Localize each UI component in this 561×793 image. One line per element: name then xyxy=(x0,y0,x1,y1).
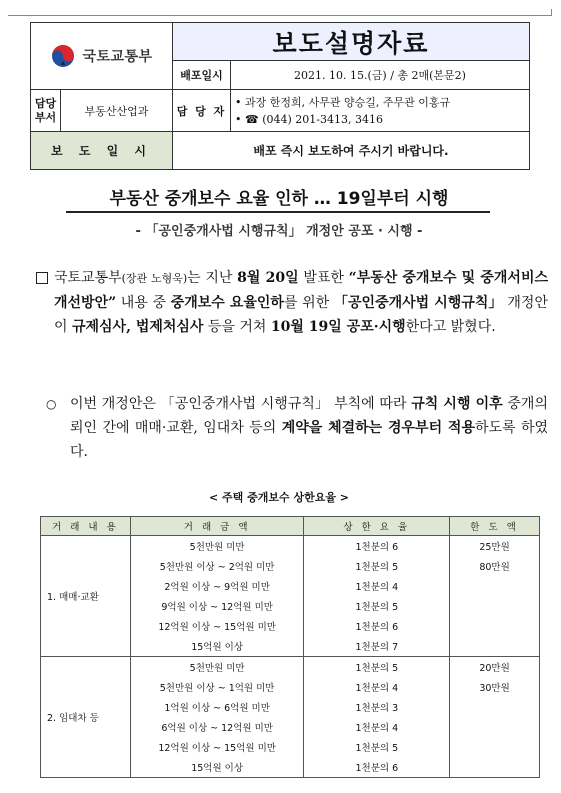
dept-label xyxy=(31,90,61,132)
col-header: 거 래 금 액 xyxy=(130,517,304,536)
limit-cell: 25만원 xyxy=(450,536,540,557)
limit-cell xyxy=(450,636,540,657)
ministry-logo xyxy=(31,23,173,90)
rate-cell: 1천분의 5 xyxy=(304,737,450,757)
p1-seg: 중개보수 요율인하 xyxy=(170,295,284,311)
date-label: 배포일시 xyxy=(173,61,231,90)
amount-cell: 9억원 이상 ~ 12억원 미만 xyxy=(130,596,304,616)
fee-rate-table xyxy=(40,516,540,778)
limit-cell xyxy=(450,717,540,737)
paragraph-1 xyxy=(36,266,548,339)
table-header-row xyxy=(41,517,540,536)
phone-icon: • ☎ xyxy=(235,113,263,126)
limit-cell: 20만원 xyxy=(450,657,540,678)
circle-bullet-icon: ○ xyxy=(46,397,57,411)
rate-cell: 1천분의 6 xyxy=(304,757,450,778)
p1-seg: 한다고 밝혔다. xyxy=(405,319,496,335)
rate-cell: 1천분의 5 xyxy=(304,556,450,576)
amount-cell: 2억원 이상 ~ 9억원 미만 xyxy=(130,576,304,596)
manager-value xyxy=(231,90,529,132)
rate-cell: 1천분의 4 xyxy=(304,717,450,737)
p1-seg: 「공인중개사법 시행규칙」 xyxy=(333,295,503,311)
group-name-cell: 1. 매매·교환 xyxy=(41,536,131,657)
amount-cell: 5천만원 이상 ~ 1억원 미만 xyxy=(130,677,304,697)
phone-number: (044) 201-3413, 3416 xyxy=(262,113,383,126)
rate-cell: 1천분의 5 xyxy=(304,657,450,678)
release-value: 배포 즉시 보도하여 주시기 바랍니다. xyxy=(253,144,449,158)
amount-cell: 15억원 이상 xyxy=(130,636,304,657)
limit-cell xyxy=(450,576,540,596)
p2-seg: 계약을 체결하는 경우부터 적용 xyxy=(281,420,475,436)
headline: 부동산 중개보수 요율 인하 … 19일부터 시행 xyxy=(109,189,449,209)
amount-cell: 15억원 이상 xyxy=(130,757,304,778)
p2-seg: 하도록 하였다. xyxy=(70,420,549,460)
rate-cell: 1천분의 4 xyxy=(304,576,450,596)
col-header: 한 도 액 xyxy=(450,517,540,536)
p1-seg: 개정안이 xyxy=(54,295,548,335)
dept-value: 부동산산업과 xyxy=(61,90,173,132)
group-name-cell: 2. 임대차 등 xyxy=(41,657,131,778)
col-header: 거 래 내 용 xyxy=(41,517,131,536)
rate-cell: 1천분의 3 xyxy=(304,697,450,717)
manager-phone xyxy=(235,111,529,128)
rate-cell: 1천분의 4 xyxy=(304,677,450,697)
limit-cell xyxy=(450,616,540,636)
date-value: 2021. 10. 15.(금) / 총 2매(본문2) xyxy=(231,61,529,90)
paragraph-2-text xyxy=(70,392,548,464)
amount-cell: 5천만원 미만 xyxy=(130,657,304,678)
corner-mark xyxy=(545,9,552,16)
amount-cell: 6억원 이상 ~ 12억원 미만 xyxy=(130,717,304,737)
top-rule xyxy=(8,15,548,16)
amount-cell: 12억원 이상 ~ 15억원 미만 xyxy=(130,616,304,636)
limit-cell: 30만원 xyxy=(450,677,540,697)
limit-cell xyxy=(450,596,540,616)
rate-cell: 1천분의 6 xyxy=(304,536,450,557)
p2-seg: 규칙 시행 이후 xyxy=(411,396,503,412)
rate-cell: 1천분의 7 xyxy=(304,636,450,657)
rate-cell: 1천분의 6 xyxy=(304,616,450,636)
amount-cell: 12억원 이상 ~ 15억원 미만 xyxy=(130,737,304,757)
p1-seg: 발표한 xyxy=(298,270,349,286)
p1-seg: 10월 19일 공포·시행 xyxy=(270,319,406,335)
p1-seg: 국토교통부 xyxy=(54,270,122,286)
amount-cell: 5천만원 미만 xyxy=(130,536,304,557)
rate-cell: 1천분의 5 xyxy=(304,596,450,616)
p1-seg: 등을 거쳐 xyxy=(203,319,271,335)
manager-names: • 과장 한정희, 사무관 양승길, 주무관 이홍규 xyxy=(235,96,451,109)
p2-seg: 중개의뢰인 간에 매매·교환, 임대차 등의 xyxy=(70,396,548,436)
paragraph-2 xyxy=(46,392,548,464)
press-header-box xyxy=(30,22,530,170)
dept-label-text: 담당부서 xyxy=(34,96,57,124)
p1-seg: 규제심사, 법제처심사 xyxy=(71,319,204,335)
amount-cell: 1억원 이상 ~ 6억원 미만 xyxy=(130,697,304,717)
square-bullet-icon xyxy=(36,272,48,284)
table-row xyxy=(41,657,540,678)
table-row xyxy=(41,536,540,557)
manager-label: 담 당 자 xyxy=(173,90,231,132)
col-header: 상 한 요 율 xyxy=(304,517,450,536)
limit-cell xyxy=(450,737,540,757)
p1-seg: “부동산 중개보수 및 중개서비스 개선방안” xyxy=(54,270,548,311)
headline-rule xyxy=(66,211,490,213)
release-label: 보 도 일 시 xyxy=(31,132,173,169)
taegeuk-logo-icon xyxy=(50,43,76,69)
limit-cell xyxy=(450,757,540,778)
p1-seg: 8월 20일 xyxy=(237,270,299,286)
limit-cell: 80만원 xyxy=(450,556,540,576)
subheadline: - 「공인중개사법 시행규칙」 개정안 공포 · 시행 - xyxy=(135,224,423,239)
table-caption: < 주택 중개보수 상한요율 > xyxy=(208,491,349,504)
p1-seg: (장관 노형욱) xyxy=(121,272,188,285)
p1-seg: 는 지난 xyxy=(187,270,238,286)
p2-seg: 이번 개정안은 「공인중개사법 시행규칙」 부칙에 따라 xyxy=(70,396,412,412)
limit-cell xyxy=(450,697,540,717)
amount-cell: 5천만원 이상 ~ 2억원 미만 xyxy=(130,556,304,576)
p1-seg: 를 위한 xyxy=(283,295,334,311)
ministry-name: 국토교통부 xyxy=(82,49,153,65)
doc-title: 보도설명자료 xyxy=(173,23,529,61)
paragraph-1-text xyxy=(54,266,548,339)
p1-seg: 내용 중 xyxy=(116,295,171,311)
